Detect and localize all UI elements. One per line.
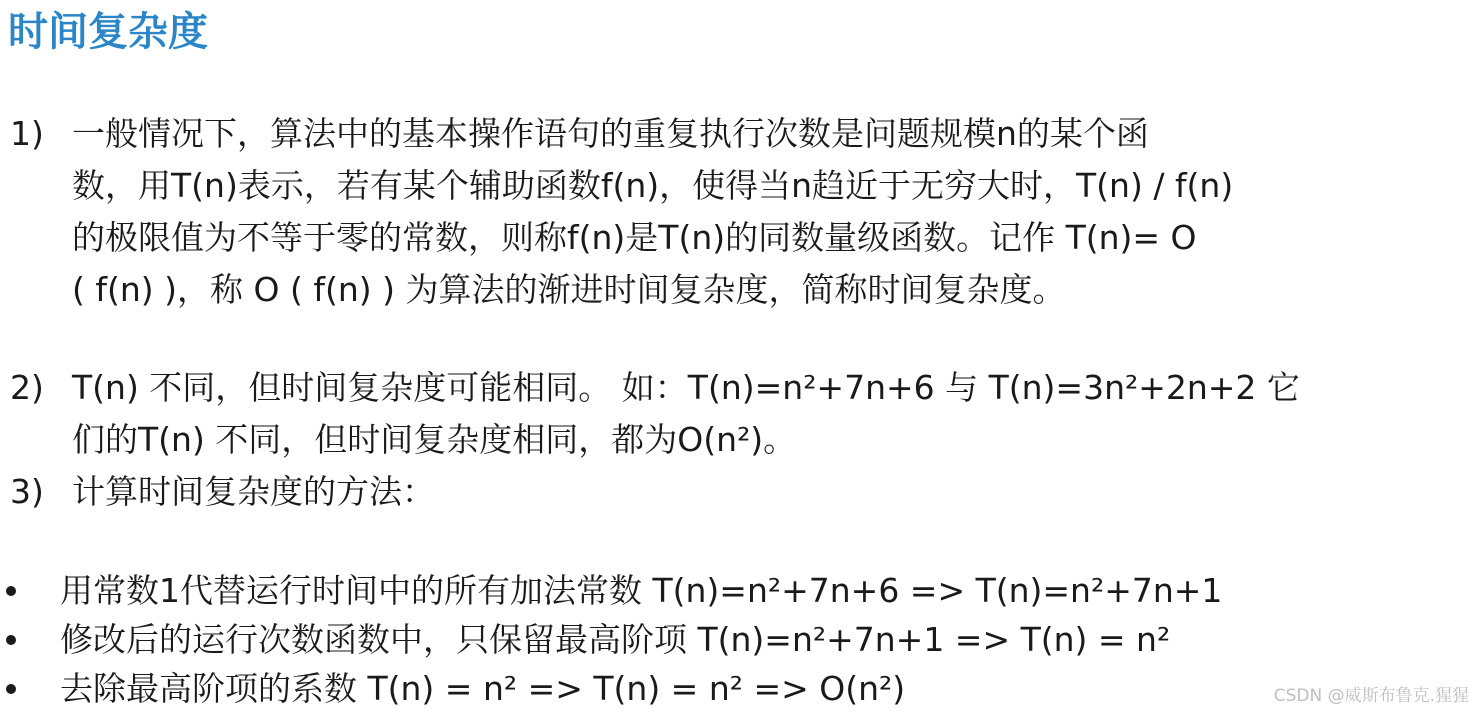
item-line: T(n) 不同，但时间复杂度可能相同。 如：T(n)=n²+7n+6 与 T(n)=3n²+2n+2 它 <box>72 368 1300 407</box>
bullet-text: 用常数1代替运行时间中的所有加法常数 T(n)=n²+7n+6 => T(n)=n²+7n+1 <box>60 571 1223 610</box>
item-line: ( f(n) )，称 O ( f(n) ) 为算法的渐进时间复杂度，简称时间复杂度。 <box>72 270 1066 309</box>
bullet-text: 去除最高阶项的系数 T(n) = n² => T(n) = n² => O(n²) <box>60 669 906 708</box>
item-line: 们的T(n) 不同，但时间复杂度相同，都为O(n²)。 <box>72 420 797 459</box>
watermark: CSDN @威斯布鲁克.猩猩 <box>1273 686 1469 706</box>
bullet-dot-icon <box>6 684 16 694</box>
bullet-dot-icon <box>6 586 16 596</box>
item-number: 3) <box>10 472 44 511</box>
slide-title: 时间复杂度 <box>8 9 208 55</box>
item-line: 一般情况下，算法中的基本操作语句的重复执行次数是问题规模n的某个函 <box>72 114 1149 153</box>
item-line: 计算时间复杂度的方法： <box>72 472 435 511</box>
item-number: 1) <box>10 114 44 153</box>
bullet-text: 修改后的运行次数函数中，只保留最高阶项 T(n)=n²+7n+1 => T(n) = n² <box>60 620 1171 659</box>
bullet-dot-icon <box>6 635 16 645</box>
item-number: 2) <box>10 368 44 407</box>
item-line: 的极限值为不等于零的常数，则称f(n)是T(n)的同数量级函数。记作 T(n)= O <box>72 218 1197 257</box>
item-line: 数，用T(n)表示，若有某个辅助函数f(n)，使得当n趋近于无穷大时，T(n) / f(n) <box>72 166 1234 205</box>
